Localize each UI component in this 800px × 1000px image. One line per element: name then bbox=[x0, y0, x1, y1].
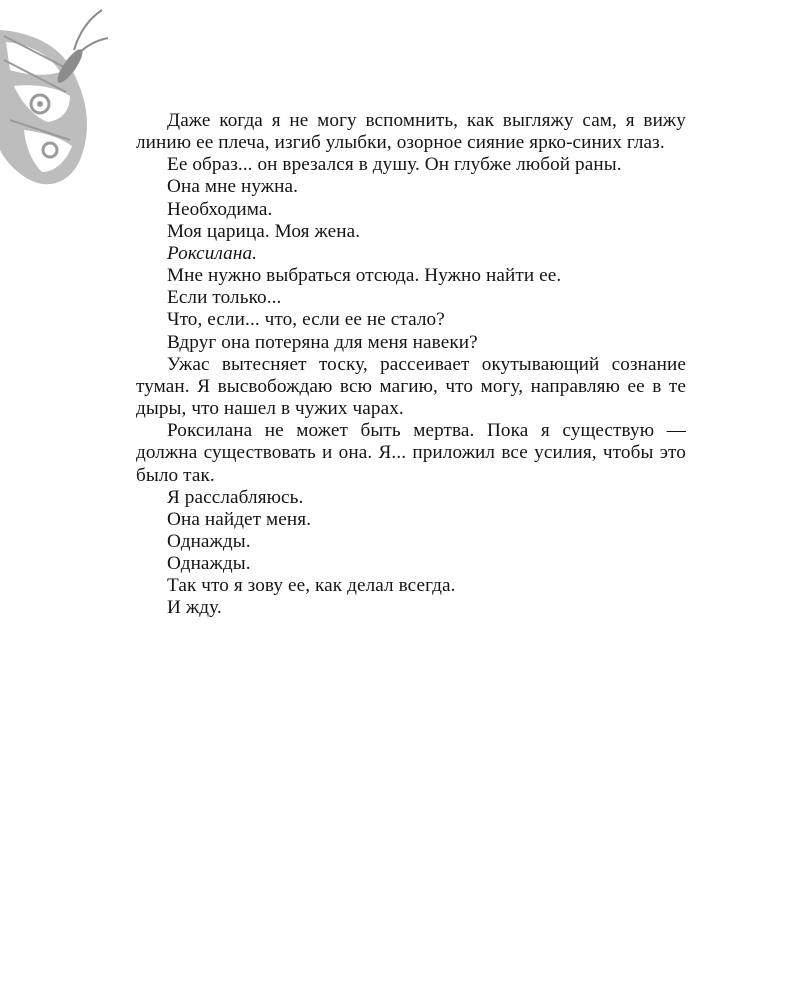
paragraph: Так что я зову ее, как делал всегда. bbox=[167, 575, 456, 597]
paragraph: Однажды. bbox=[167, 553, 251, 575]
paragraph: Роксилана не может быть мертва. Пока я существую — должна существовать и она. Я... приложил все усилия, чтобы это было так. bbox=[136, 420, 686, 486]
italic-name: Роксилана. bbox=[167, 242, 258, 264]
text-block bbox=[136, 110, 686, 620]
paragraph: Она мне нужна. bbox=[167, 176, 299, 198]
paragraph: И жду. bbox=[167, 597, 222, 619]
paragraph: Даже когда я не могу вспомнить, как выгляжу сам, я вижу линию ее плеча, изгиб улыбки, озорное сияние ярко-синих глаз. bbox=[136, 110, 686, 154]
paragraph: Ужас вытесняет тоску, рассеивает окутывающий сознание туман. Я высвобождаю всю магию, что могу, направляю ее в те дыры, что нашел в чужих чарах. bbox=[136, 353, 686, 420]
paragraph: Ее образ... он врезался в душу. Он глубже любой раны. bbox=[167, 154, 622, 176]
paragraph: Мне нужно выбраться отсюда. Нужно найти ее. bbox=[167, 265, 562, 287]
paragraph: Однажды. bbox=[167, 530, 251, 552]
paragraph: Она найдет меня. bbox=[167, 508, 312, 530]
paragraph: Необходима. bbox=[167, 198, 273, 220]
paragraph bbox=[136, 243, 686, 265]
paragraph: Я расслабляюсь. bbox=[167, 486, 304, 508]
paragraph: Что, если... что, если ее не стало? bbox=[167, 309, 445, 331]
paragraph: Если только... bbox=[167, 287, 282, 309]
paragraph: Моя царица. Моя жена. bbox=[167, 220, 361, 242]
paragraph: Вдруг она потеряна для меня навеки? bbox=[167, 331, 478, 353]
moth-icon bbox=[0, 0, 110, 190]
